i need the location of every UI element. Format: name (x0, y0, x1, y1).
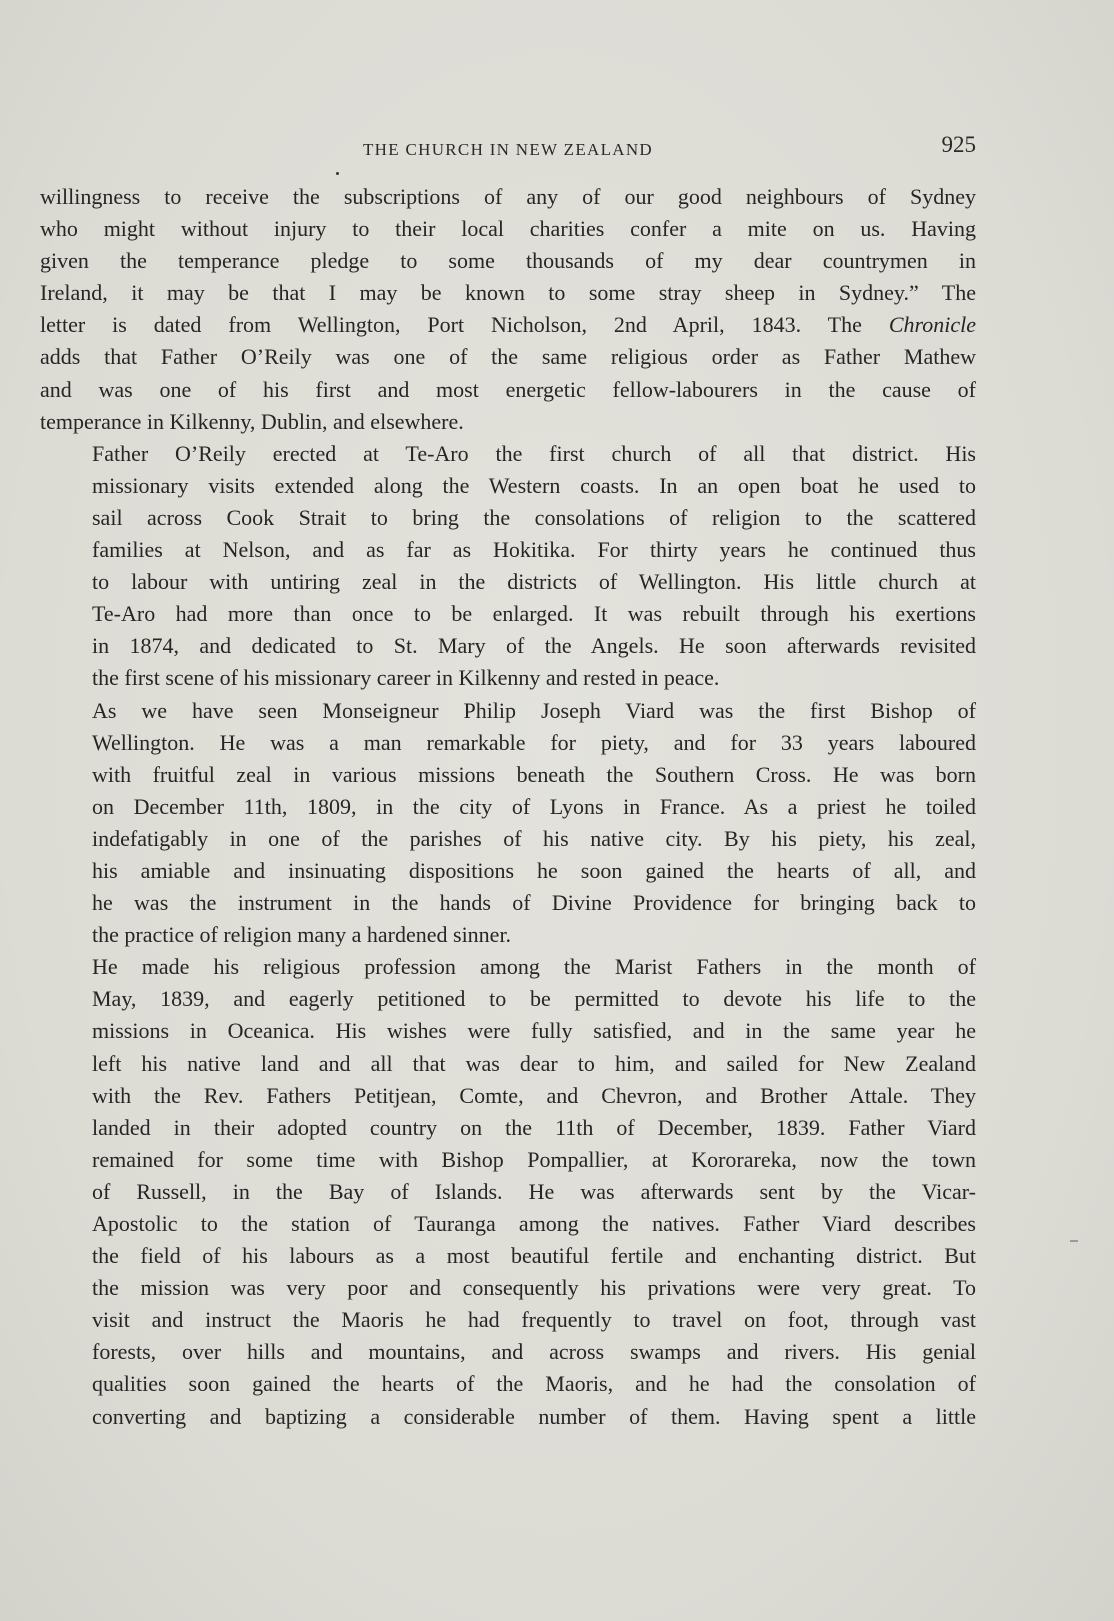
text-line: Apostolic to the station of Tauranga among the natives. Father Viard describes (92, 1211, 976, 1236)
text-line-with-italic (40, 309, 976, 341)
text-line: the mission was very poor and consequently his privations were very great. To (92, 1275, 976, 1301)
running-title: THE CHURCH IN NEW ZEALAND (363, 140, 653, 159)
text-line: his amiable and insinuating dispositions he soon gained the hearts of all, and (92, 857, 976, 883)
text-line: on December 11th, 1809, in the city of Lyons in France. As a priest he toiled (92, 793, 976, 819)
text-line: missionary visits extended along the Western coasts. In an open boat he used to (92, 472, 976, 498)
text-line: converting and baptizing a considerable number of them. Having spent a little (92, 1403, 976, 1429)
text-line: missions in Oceanica. His wishes were fully satisfied, and in the same year he (92, 1018, 976, 1044)
text-line: Ireland, it may be that I may be known to some stray sheep in Sydney.” The (40, 280, 976, 306)
text-line: forests, over hills and mountains, and across swamps and rivers. His genial (92, 1339, 976, 1365)
paragraph (40, 438, 976, 695)
text-line: families at Nelson, and as far as Hokitika. For thirty years he continued thus (92, 537, 976, 563)
text-line: willingness to receive the subscriptions of any of our good neighbours of Sydney (40, 184, 976, 209)
text-line: temperance in Kilkenny, Dublin, and elsewhere. (40, 408, 464, 434)
text-line: the first scene of his missionary career in Kilkenny and rested in peace. (92, 665, 720, 691)
text-line: Te-Aro had more than once to be enlarged. It was rebuilt through his exertions (92, 601, 976, 627)
paragraph (40, 695, 976, 952)
text-line: remained for some time with Bishop Pompallier, at Kororareka, now the town (92, 1146, 976, 1172)
text-line: visit and instruct the Maoris he had frequently to travel on foot, through vast (92, 1307, 976, 1333)
text-line: he was the instrument in the hands of Divine Providence for bringing back to (92, 890, 976, 916)
text-line-part: letter is dated from Wellington, Port Nicholson, 2nd April, 1843. The (40, 312, 889, 338)
text-line: of Russell, in the Bay of Islands. He was afterwards sent by the Vicar- (92, 1178, 976, 1204)
text-line: May, 1839, and eagerly petitioned to be permitted to devote his life to the (92, 986, 976, 1012)
body-text (40, 181, 976, 1433)
text-line: Wellington. He was a man remarkable for piety, and for 33 years laboured (92, 729, 976, 755)
text-line: and was one of his first and most energetic fellow-labourers in the cause of (40, 376, 976, 402)
italic-title: Chronicle (888, 312, 976, 338)
page-number: 925 (941, 132, 976, 157)
text-line: Father O’Reily erected at Te-Aro the first church of all that district. His (92, 440, 976, 466)
text-line: left his native land and all that was dear to him, and sailed for New Zealand (92, 1050, 976, 1076)
text-line: As we have seen Monseigneur Philip Joseph Viard was the first Bishop of (92, 697, 976, 723)
margin-mark (1070, 1240, 1078, 1242)
text-line: adds that Father O’Reily was one of the same religious order as Father Mathew (40, 344, 976, 370)
text-line: given the temperance pledge to some thousands of my dear countrymen in (40, 248, 976, 274)
text-line: qualities soon gained the hearts of the Maoris, and he had the consolation of (92, 1371, 976, 1397)
text-line: indefatigably in one of the parishes of his native city. By his piety, his zeal, (92, 825, 976, 851)
text-line: the practice of religion many a hardened sinner. (92, 922, 512, 948)
text-line: in 1874, and dedicated to St. Mary of the Angels. He soon afterwards revisited (92, 633, 976, 659)
page-header (40, 132, 976, 164)
text-line: to labour with untiring zeal in the districts of Wellington. His little church at (92, 569, 976, 595)
paragraph (40, 951, 976, 1432)
text-line: He made his religious profession among the Marist Fathers in the month of (92, 954, 976, 980)
paragraph (40, 181, 976, 438)
text-line: landed in their adopted country on the 11th of December, 1839. Father Viard (92, 1114, 976, 1140)
text-line: sail across Cook Strait to bring the consolations of religion to the scattered (92, 504, 976, 530)
text-line: with the Rev. Fathers Petitjean, Comte, and Chevron, and Brother Attale. They (92, 1082, 976, 1108)
text-line: who might without injury to their local charities confer a mite on us. Having (40, 216, 976, 242)
printer-dot (336, 172, 339, 175)
text-line: the field of his labours as a most beautiful fertile and enchanting district. But (92, 1243, 976, 1269)
text-line: with fruitful zeal in various missions beneath the Southern Cross. He was born (92, 761, 976, 787)
